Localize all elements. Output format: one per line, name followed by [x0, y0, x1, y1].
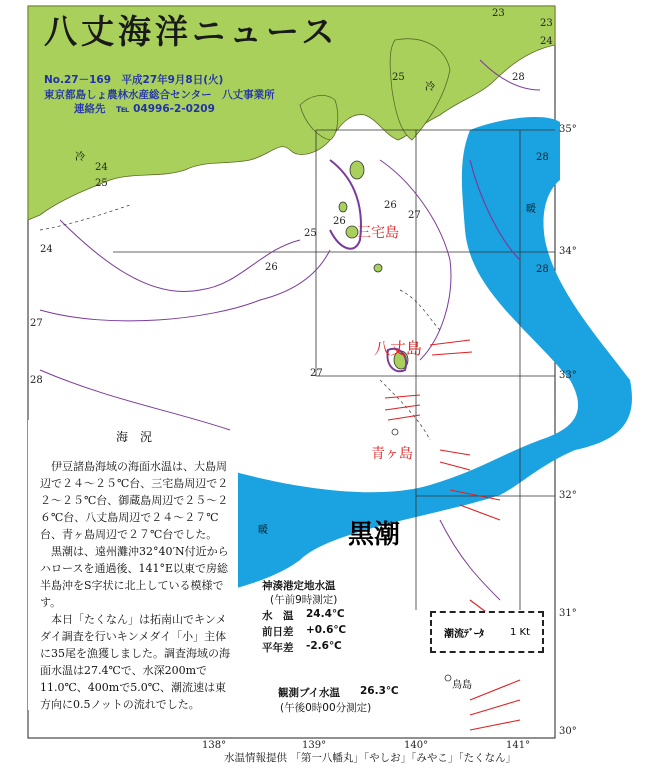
port-temp-title: 神湊港定地水温 [262, 580, 336, 592]
buoy-label: 観測ブイ水温 [278, 687, 341, 699]
contact-line: 連絡先 ℡ 04996-2-0209 [74, 103, 215, 115]
hachijo-label: 八丈島 [374, 339, 423, 358]
buoy-note: (午後0時00分測定) [280, 702, 372, 714]
lat-label: 33° [559, 370, 577, 381]
isotherm-label: 26 [333, 216, 346, 227]
oshima-island [350, 161, 364, 179]
isotherm-label: 23 [540, 18, 553, 29]
lon-label: 139° [302, 740, 327, 751]
current-arrows [385, 340, 520, 730]
lat-label: 34° [559, 246, 577, 257]
lon-label: 138° [202, 740, 227, 751]
port-temp-subtitle: (午前9時測定) [270, 594, 338, 606]
isotherm-label: 28 [30, 375, 43, 386]
warm-label: 暖 [526, 204, 536, 215]
isotherm-label: 26 [384, 200, 397, 211]
isotherm-label: 28 [536, 264, 549, 275]
diff-normal-label: 平年差 [262, 642, 294, 654]
water-temp-value: 24.4℃ [306, 608, 345, 620]
current-legend [430, 611, 544, 653]
miyake-label: 三宅島 [357, 225, 399, 241]
aogashima-label: 青ヶ島 [371, 446, 413, 462]
isotherm-label: 27 [310, 368, 323, 379]
diff-normal-value: -2.6℃ [306, 640, 342, 652]
sea-condition-report: 伊豆諸島海域の海面水温は、大島周辺で２４～２５℃台、三宅島周辺で２２～２５℃台、御蔵島周辺で２５～２６℃台、八丈島周辺で２４～２７℃台、青ヶ島周辺で２７℃台でした。 黒潮は、遠州灘沖32°40′N付近からハロースを通過後、141°E以東で房総半島沖をS字状に北上している模様です。 本日「たくなん」は拓南山でキンメダイ調査を行いキンメダイ「小」主体に35尾を漁獲しました。調査海域の海面水温は27.4℃で、水深200mで11.0℃、400mで5.0℃、潮流速は東方向に0.5ノットの流れでした。 [40, 460, 230, 711]
kuroshio-label: 黒潮 [348, 520, 401, 550]
isotherm-label: 26 [265, 262, 278, 273]
buoy-value: 26.3℃ [360, 685, 399, 697]
org-line: 東京都島しょ農林水産総合センター 八丈事業所 [44, 89, 275, 101]
lat-label: 31° [559, 608, 577, 619]
isotherm-label: 28 [512, 72, 525, 83]
lon-label: 140° [404, 740, 429, 751]
data-credit: 水温情報提供 「第一八幡丸」「やしお」「みやこ」「たくなん」 [224, 752, 517, 764]
torishima-label: 鳥島 [452, 680, 472, 691]
lat-label: 35° [559, 124, 577, 135]
newsletter-title: 八丈海洋ニュース [44, 12, 339, 51]
diff-prev-value: +0.6℃ [306, 624, 347, 636]
water-temp-label: 水 温 [262, 610, 294, 622]
cold-label: 冷 [75, 152, 85, 163]
isotherm-label: 24 [540, 36, 553, 47]
isotherm-label: 27 [408, 210, 421, 221]
lon-label: 141° [506, 740, 531, 751]
sea-state-heading: 海 況 [116, 430, 153, 444]
isotherm-label: 27 [30, 318, 43, 329]
cold-label-2: 冷 [425, 82, 435, 93]
isotherm-label: 23 [492, 8, 505, 19]
isotherm-label: 25 [392, 72, 405, 83]
lat-label: 30° [559, 726, 577, 737]
diff-prev-label: 前日差 [262, 626, 294, 638]
isotherm-label: 24 [40, 244, 53, 255]
issue-line: No.27－169 平成27年9月8日(火) [44, 74, 224, 86]
isotherm-label: 24 [95, 162, 108, 173]
current-legend-label: 潮流ﾃﾞｰﾀ [444, 629, 484, 640]
isotherm-label: 25 [95, 178, 108, 189]
current-legend-scale: 1 Kt [510, 627, 531, 638]
warm-label-2: 暖 [258, 525, 268, 536]
kuroshio-current [228, 117, 632, 590]
isotherm-label: 28 [536, 152, 549, 163]
isotherm-label: 25 [304, 228, 317, 239]
lat-label: 32° [559, 490, 577, 501]
